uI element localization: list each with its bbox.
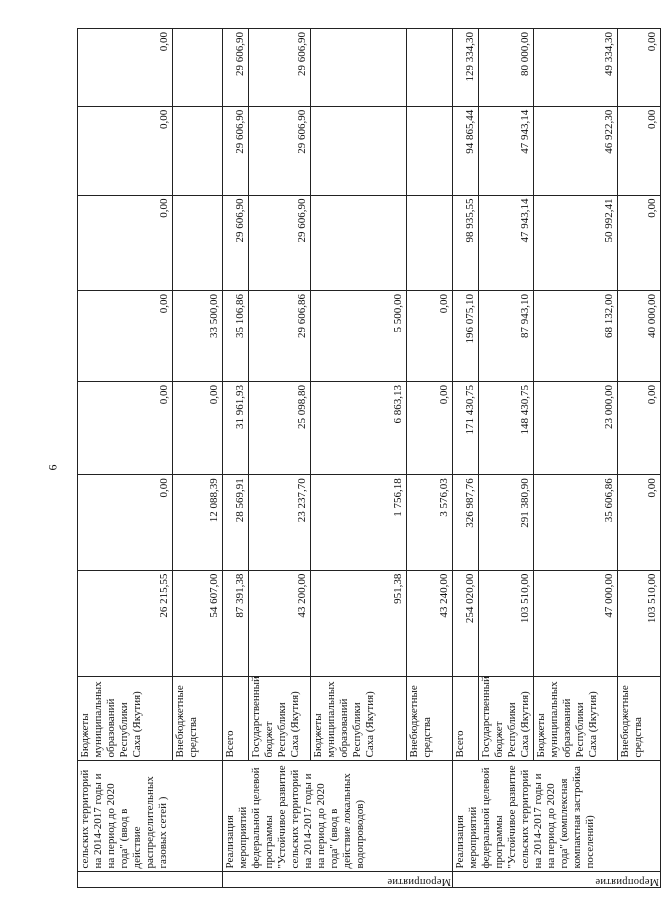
amount-cell: 5 500,00	[311, 290, 407, 381]
amount-cell: 26 215,55	[78, 570, 173, 677]
amount-cell: 47 943,14	[479, 195, 534, 290]
budget-table	[77, 28, 661, 888]
amount-cell: 0,00	[78, 381, 173, 474]
amount-cell: 148 430,75	[479, 381, 534, 474]
funding-source-cell: Государственный бюджет Республики Саха (Якутия)	[479, 677, 534, 761]
amount-cell: 0,00	[78, 195, 173, 290]
table-row	[173, 29, 223, 888]
amount-cell: 35 606,86	[534, 475, 618, 570]
funding-source-cell: Бюджеты муниципальных образований Республики Саха (Якутия)	[311, 677, 407, 761]
amount-cell: 23 237,70	[249, 475, 311, 570]
amount-cell: 98 935,55	[453, 195, 479, 290]
funding-source-cell: Бюджеты муниципальных образований Республики Саха (Якутия)	[534, 677, 618, 761]
amount-cell: 0,00	[618, 475, 661, 570]
funding-source-cell: Всего	[453, 677, 479, 761]
table-row	[618, 29, 661, 888]
amount-cell: 23 000,00	[534, 381, 618, 474]
amount-cell: 29 606,90	[223, 195, 249, 290]
amount-cell: 0,00	[78, 290, 173, 381]
amount-cell: 196 075,10	[453, 290, 479, 381]
amount-cell: 6 863,13	[311, 381, 407, 474]
amount-cell: 0,00	[618, 381, 661, 474]
amount-cell: 29 606,90	[223, 106, 249, 195]
amount-cell	[311, 195, 407, 290]
amount-cell: 54 607,00	[173, 570, 223, 677]
table-row	[479, 29, 534, 888]
amount-cell: 31 961,93	[223, 381, 249, 474]
amount-cell: 50 992,41	[534, 195, 618, 290]
amount-cell: 0,00	[618, 106, 661, 195]
table-row	[534, 29, 618, 888]
amount-cell	[311, 106, 407, 195]
amount-cell: 29 606,90	[249, 106, 311, 195]
amount-cell: 12 088,39	[173, 475, 223, 570]
amount-cell: 0,00	[78, 106, 173, 195]
amount-cell	[407, 106, 453, 195]
amount-cell: 43 200,00	[249, 570, 311, 677]
table-row	[311, 29, 407, 888]
amount-cell: 3 576,03	[407, 475, 453, 570]
amount-cell: 0,00	[407, 290, 453, 381]
amount-cell: 94 865,44	[453, 106, 479, 195]
amount-cell: 129 334,30	[453, 29, 479, 107]
amount-cell: 47 000,00	[534, 570, 618, 677]
amount-cell: 103 510,00	[618, 570, 661, 677]
amount-cell: 951,38	[311, 570, 407, 677]
activity-name-cell: Реализация мероприятий федеральной целевой программы "Устойчивое развитие сельских территорий на 2014-2017 годы и на период до 2020 года" (комплексная компактная застройка поселений)	[453, 761, 661, 872]
amount-cell: 25 098,80	[249, 381, 311, 474]
table-row	[407, 29, 453, 888]
amount-cell: 40 000,00	[618, 290, 661, 381]
amount-cell: 47 943,14	[479, 106, 534, 195]
funding-source-cell: Государственный бюджет Республики Саха (Якутия)	[249, 677, 311, 761]
row-type-cell: Мероприятие	[223, 872, 453, 888]
amount-cell: 0,00	[78, 29, 173, 107]
amount-cell: 0,00	[407, 381, 453, 474]
table-body	[78, 29, 661, 888]
amount-cell: 87 391,38	[223, 570, 249, 677]
amount-cell: 29 606,90	[223, 29, 249, 107]
table-row	[453, 29, 479, 888]
amount-cell: 254 020,00	[453, 570, 479, 677]
activity-name-cell: сельских территорий на 2014-2017 годы и на период до 2020 года" (ввод в действие распределительных газовых сетей )	[78, 761, 223, 872]
page-number: 6	[45, 464, 60, 471]
amount-cell: 33 500,00	[173, 290, 223, 381]
amount-cell	[407, 29, 453, 107]
amount-cell: 29 606,90	[249, 195, 311, 290]
table-row	[249, 29, 311, 888]
amount-cell: 28 569,91	[223, 475, 249, 570]
amount-cell: 46 922,30	[534, 106, 618, 195]
row-type-cell: Мероприятие	[453, 872, 661, 888]
amount-cell: 68 132,00	[534, 290, 618, 381]
amount-cell: 87 943,10	[479, 290, 534, 381]
amount-cell: 103 510,00	[479, 570, 534, 677]
amount-cell: 0,00	[173, 381, 223, 474]
amount-cell: 0,00	[618, 29, 661, 107]
table-row	[78, 29, 173, 888]
funding-source-cell: Внебюджетные средства	[173, 677, 223, 761]
amount-cell: 29 606,90	[249, 29, 311, 107]
row-type-cell	[78, 872, 223, 888]
funding-source-cell: Внебюджетные средства	[618, 677, 661, 761]
amount-cell: 0,00	[618, 195, 661, 290]
amount-cell: 171 430,75	[453, 381, 479, 474]
amount-cell	[311, 29, 407, 107]
table-row	[223, 29, 249, 888]
amount-cell: 29 606,86	[249, 290, 311, 381]
amount-cell: 35 106,86	[223, 290, 249, 381]
amount-cell: 80 000,00	[479, 29, 534, 107]
amount-cell	[173, 29, 223, 107]
amount-cell: 0,00	[78, 475, 173, 570]
amount-cell: 1 756,18	[311, 475, 407, 570]
funding-source-cell: Бюджеты муниципальных образований Республики Саха (Якутия)	[78, 677, 173, 761]
amount-cell: 326 987,76	[453, 475, 479, 570]
funding-source-cell: Внебюджетные средства	[407, 677, 453, 761]
budget-table-rotated	[77, 28, 659, 888]
amount-cell	[173, 195, 223, 290]
amount-cell	[173, 106, 223, 195]
activity-name-cell: Реализация мероприятий федеральной целевой программы "Устойчивое развитие сельских территорий на 2014-2017 годы и на период до 2020 года" (ввод в действие локальных водопроводов)	[223, 761, 453, 872]
amount-cell: 49 334,30	[534, 29, 618, 107]
amount-cell: 43 240,00	[407, 570, 453, 677]
funding-source-cell: Всего	[223, 677, 249, 761]
amount-cell: 291 380,90	[479, 475, 534, 570]
amount-cell	[407, 195, 453, 290]
